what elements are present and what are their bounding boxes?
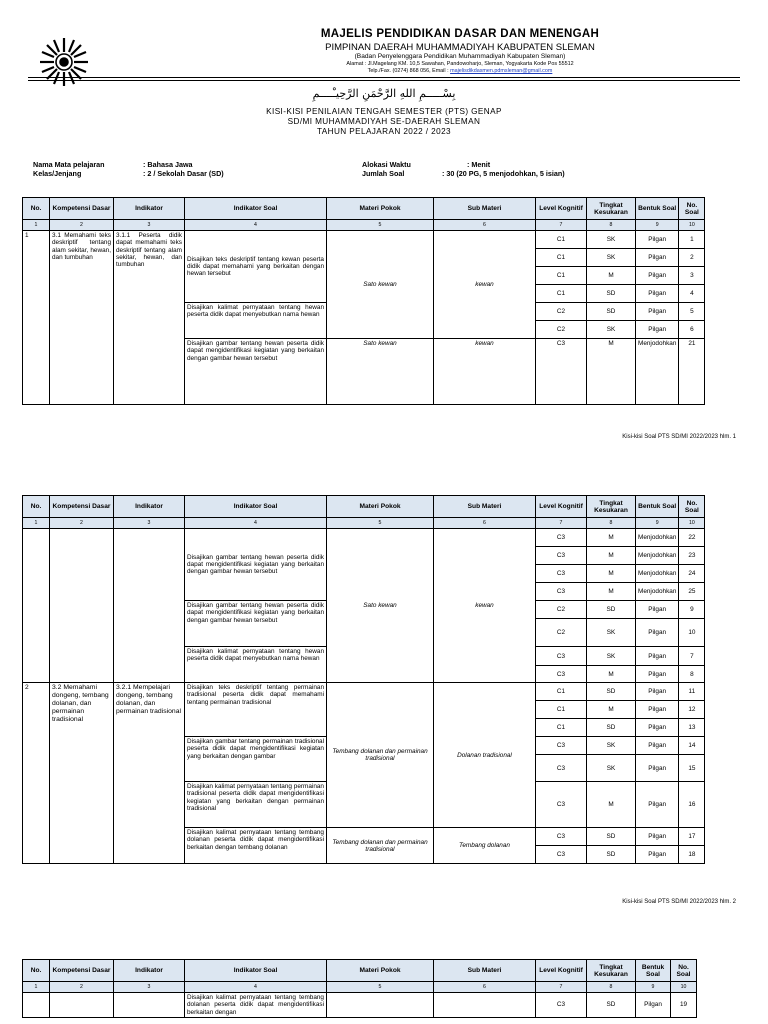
col-kd: Kompetensi Dasar [50,960,114,982]
colnum: 2 [50,518,114,529]
colnum: 9 [636,220,679,231]
col-bentuk: Bentuk Soal [636,496,679,518]
cell-tingkat: SK [587,619,636,647]
cell-level: C1 [536,231,587,249]
colnum: 9 [636,982,671,993]
meta-labels-right [362,160,411,178]
cell-tingkat: SD [587,601,636,619]
cell-bentuk: Pilgan [636,321,679,339]
cell-bentuk: Pilgan [636,303,679,321]
col-materi: Materi Pokok [327,960,434,982]
cell-indikator-soal: Disajikan gambar tentang hewan peserta didik dapat mengidentifikasi kegiatan yang berkaitan dengan gambar hewan tersebut [185,339,327,405]
cell-indikator-soal: Disajikan teks deskriptif tentang permainan tradisional peserta didik dapat memahami tentang permainan tradisional [185,683,327,737]
cell-bentuk: Pilgan [636,701,679,719]
cell-tingkat: SD [587,303,636,321]
cell-sub: Dolanan tradisional [434,683,536,828]
kelas-label: Kelas/Jenjang [33,169,82,178]
header-rule-thick [28,77,740,78]
colnum: 4 [185,982,327,993]
org-address: Alamat : Jl.Magelang KM. 10,5 Sawahan, Pandowoharjo, Sleman, Yogyakarta Kode Pos 55512 [346,61,574,67]
cell-level: C3 [536,583,587,601]
cell-no: 2 [23,683,50,864]
cell-level: C3 [536,529,587,547]
cell-nosoal: 2 [679,249,705,267]
cell-level: C2 [536,303,587,321]
cell-nosoal: 4 [679,285,705,303]
colnum: 2 [50,982,114,993]
mapel-label: Nama Mata pelajaran [33,160,105,169]
colnum: 8 [587,518,636,529]
colnum: 1 [23,220,50,231]
cell-nosoal: 6 [679,321,705,339]
cell-level: C1 [536,719,587,737]
cell-bentuk: Pilgan [636,285,679,303]
cell-sub: Tembang dolanan [434,828,536,864]
cell-level: C1 [536,701,587,719]
col-nosoal: No. Soal [671,960,697,982]
table-row [23,231,705,249]
cell-indikator [114,529,185,683]
cell-bentuk: Pilgan [636,666,679,683]
cell-tingkat: SK [587,737,636,755]
cell-nosoal: 14 [679,737,705,755]
cell-indikator-soal: Disajikan gambar tentang permainan tradisional peserta didik dapat mengidentifikasi kegiatan yang berkaitan dengan gambar [185,737,327,782]
cell-indikator-soal: Disajikan kalimat pernyataan tentang tembang dolanan peserta didik dapat mengidentifikasi berkaitan dengan [185,993,327,1018]
colnum: 4 [185,518,327,529]
cell-level: C3 [536,647,587,666]
cell-bentuk: Pilgan [636,737,679,755]
cell-nosoal: 23 [679,547,705,565]
cell-level: C3 [536,737,587,755]
colnum: 6 [434,982,536,993]
page-footer: Kisi-kisi Soal PTS SD/MI 2022/2023 hlm. 1 [622,434,736,440]
cell-level: C1 [536,267,587,285]
colnum: 5 [327,220,434,231]
kisi-table-page-1 [22,197,705,405]
cell-tingkat: M [587,701,636,719]
cell-level: C3 [536,846,587,864]
cell-tingkat: M [587,782,636,828]
colnum: 1 [23,982,50,993]
cell-sub: kewan [434,231,536,339]
cell-nosoal: 15 [679,755,705,782]
cell-nosoal: 16 [679,782,705,828]
column-number-row [23,982,697,993]
doc-year: TAHUN PELAJARAN 2022 / 2023 [317,127,451,136]
cell-no [23,529,50,683]
cell-bentuk: Menjodohkan [636,339,679,405]
colnum: 8 [587,220,636,231]
org-subname: PIMPINAN DAERAH MUHAMMADIYAH KABUPATEN SLEMAN [325,42,595,53]
cell-tingkat: SK [587,231,636,249]
cell-bentuk: Pilgan [636,719,679,737]
org-contact [200,68,720,74]
cell-nosoal: 24 [679,565,705,583]
cell-tingkat: SD [587,683,636,701]
cell-materi: Sato kewan [327,339,434,405]
cell-tingkat: M [587,529,636,547]
cell-level: C1 [536,285,587,303]
cell-bentuk: Pilgan [636,683,679,701]
cell-tingkat: SD [587,285,636,303]
cell-indikator-soal: Disajikan kalimat pernyataan tentang hewan peserta didik dapat menyebutkan nama hewan [185,647,327,683]
cell-indikator-soal: Disajikan gambar tentang hewan peserta didik dapat mengidentifikasi kegiatan yang berkaitan dengan gambar hewan tersebut [185,601,327,647]
cell-level: C3 [536,547,587,565]
col-kd: Kompetensi Dasar [50,496,114,518]
col-materi: Materi Pokok [327,496,434,518]
cell-nosoal: 10 [679,619,705,647]
cell-indikator-soal: Disajikan gambar tentang hewan peserta didik dapat mengidentifikasi kegiatan yang berkaitan dengan gambar hewan tersebut [185,529,327,601]
col-indikator-soal: Indikator Soal [185,960,327,982]
cell-bentuk: Pilgan [636,647,679,666]
cell-nosoal: 12 [679,701,705,719]
col-kd: Kompetensi Dasar [50,198,114,220]
colnum: 5 [327,982,434,993]
cell-nosoal: 9 [679,601,705,619]
cell-nosoal: 18 [679,846,705,864]
col-nosoal: No. Soal [679,198,705,220]
cell-level: C3 [536,782,587,828]
col-indikator: Indikator [114,198,185,220]
col-indikator: Indikator [114,496,185,518]
cell-level: C3 [536,339,587,405]
col-no: No. [23,960,50,982]
col-level: Level Kognitif [536,198,587,220]
col-tingkat: Tingkat Kesukaran [587,198,636,220]
table-row [23,529,705,547]
col-sub: Sub Materi [434,496,536,518]
cell-indikator [114,993,185,1018]
cell-materi: Sato kewan [327,529,434,683]
cell-indikator-soal: Disajikan kalimat pernyataan tentang permainan tradisional peserta didik dapat mengidentifikasi kegiatan yang berkaitan dengan permainan tradisional [185,782,327,828]
kelas-value: : 2 / Sekolah Dasar (SD) [143,169,224,178]
col-tingkat: Tingkat Kesukaran [587,960,636,982]
col-bentuk: Bentuk Soal [636,960,671,982]
cell-level: C3 [536,828,587,846]
soal-value: : 30 (20 PG, 5 menjodohkan, 5 isian) [442,169,565,178]
cell-bentuk: Pilgan [636,231,679,249]
cell-level: C1 [536,249,587,267]
cell-tingkat: SD [587,993,636,1018]
colnum: 7 [536,518,587,529]
cell-nosoal: 8 [679,666,705,683]
letterhead [0,0,768,150]
table-row [23,683,705,701]
cell-level: C2 [536,601,587,619]
cell-tingkat: M [587,339,636,405]
col-nosoal: No. Soal [679,496,705,518]
cell-bentuk: Pilgan [636,249,679,267]
cell-bentuk: Pilgan [636,601,679,619]
colnum: 6 [434,220,536,231]
cell-indikator-soal: Disajikan teks deskriptif tentang kewan peserta didik dapat memahami yang berkaitan dengan hewan tersebut [185,231,327,303]
colnum: 10 [671,982,697,993]
cell-tingkat: M [587,267,636,285]
colnum: 4 [185,220,327,231]
cell-sub [434,993,536,1018]
column-number-row [23,518,705,529]
cell-nosoal: 13 [679,719,705,737]
colnum: 7 [536,982,587,993]
colnum: 2 [50,220,114,231]
doc-title: KISI-KISI PENILAIAN TENGAH SEMESTER (PTS) GENAP [266,107,502,116]
col-level: Level Kognitif [536,496,587,518]
cell-tingkat: SD [587,828,636,846]
cell-bentuk: Pilgan [636,619,679,647]
cell-materi: Sato kewan [327,231,434,339]
cell-bentuk: Pilgan [636,846,679,864]
colnum: 10 [679,220,705,231]
cell-indikator: 3.2.1 Mempelajari dongeng, tembang dolanan, dan permainan tradisional [114,683,185,864]
kisi-table-page-2 [22,495,705,864]
colnum: 5 [327,518,434,529]
cell-nosoal: 21 [679,339,705,405]
colnum: 3 [114,518,185,529]
colnum: 10 [679,518,705,529]
cell-kd [50,993,114,1018]
colnum: 1 [23,518,50,529]
cell-tingkat: M [587,565,636,583]
column-number-row [23,220,705,231]
cell-level: C3 [536,993,587,1018]
cell-bentuk: Menjodohkan [636,547,679,565]
col-level: Level Kognitif [536,960,587,982]
col-indikator: Indikator [114,960,185,982]
colnum: 6 [434,518,536,529]
cell-kd: 3.1 Memahami teks deskriptif tentang alam sekitar, hewan, dan tumbuhan [50,231,114,405]
col-materi: Materi Pokok [327,198,434,220]
col-sub: Sub Materi [434,198,536,220]
cell-tingkat: M [587,547,636,565]
cell-materi: Tembang dolanan dan permainan tradisional [327,828,434,864]
cell-materi [327,993,434,1018]
cell-nosoal: 1 [679,231,705,249]
cell-indikator-soal: Disajikan kalimat pernyataan tentang hewan peserta didik dapat menyebutkan nama hewan [185,303,327,339]
cell-bentuk: Menjodohkan [636,583,679,601]
cell-bentuk: Menjodohkan [636,529,679,547]
cell-bentuk: Pilgan [636,828,679,846]
cell-bentuk: Pilgan [636,993,671,1018]
cell-level: C3 [536,755,587,782]
cell-tingkat: M [587,583,636,601]
col-sub: Sub Materi [434,960,536,982]
header-rule-thin [28,80,740,81]
kisi-table-page-3 [22,959,697,1018]
page-footer: Kisi-kisi Soal PTS SD/MI 2022/2023 hlm. 2 [622,899,736,905]
cell-nosoal: 7 [679,647,705,666]
org-name: MAJELIS PENDIDIKAN DASAR DAN MENENGAH [320,28,600,40]
cell-level: C1 [536,683,587,701]
cell-tingkat: SK [587,249,636,267]
colnum: 8 [587,982,636,993]
cell-tingkat: SK [587,647,636,666]
cell-indikator: 3.1.1 Peserta didik dapat memahami teks deskriptif tentang alam sekitar, hewan, dan tumbuhan [114,231,185,405]
cell-bentuk: Pilgan [636,755,679,782]
col-no: No. [23,496,50,518]
cell-nosoal: 19 [671,993,697,1018]
colnum: 7 [536,220,587,231]
mapel-value: : Bahasa Jawa [143,160,193,169]
cell-bentuk: Menjodohkan [636,565,679,583]
waktu-value: : Menit [467,160,491,169]
meta-values-right [442,160,565,178]
cell-nosoal: 17 [679,828,705,846]
cell-nosoal: 22 [679,529,705,547]
cell-nosoal: 11 [679,683,705,701]
colnum: 9 [636,518,679,529]
meta-labels-left [33,160,105,178]
cell-indikator-soal: Disajikan kalimat pernyataan tentang tembang dolanan peserta didik dapat mengidentifikasi berkaitan dengan tembang dolanan [185,828,327,864]
cell-sub: kewan [434,339,536,405]
col-no: No. [23,198,50,220]
cell-level: C2 [536,321,587,339]
table-row [23,993,697,1018]
col-bentuk: Bentuk Soal [636,198,679,220]
cell-kd [50,529,114,683]
cell-level: C3 [536,666,587,683]
cell-nosoal: 3 [679,267,705,285]
col-indikator-soal: Indikator Soal [185,198,327,220]
table-header-row [23,960,697,982]
cell-tingkat: SD [587,846,636,864]
cell-bentuk: Pilgan [636,267,679,285]
cell-level: C2 [536,619,587,647]
org-body: (Badan Penyelenggara Pendidikan Muhammadiyah Kabupaten Sleman) [354,53,566,60]
colnum: 3 [114,220,185,231]
cell-level: C3 [536,565,587,583]
basmalah: بِسْـــــمِ اللهِ الرَّحْمَنِ الرَّحِيـْــــمِ [312,87,456,100]
cell-tingkat: SK [587,321,636,339]
colnum: 3 [114,982,185,993]
org-phone: Telp./Fax. (0274) 868 056, Email : [367,68,449,74]
doc-subtitle: SD/MI MUHAMMADIYAH SE-DAERAH SLEMAN [287,117,481,126]
cell-no: 1 [23,231,50,405]
table-header-row [23,496,705,518]
cell-nosoal: 5 [679,303,705,321]
soal-label: Jumlah Soal [362,169,405,178]
cell-sub: kewan [434,529,536,683]
cell-tingkat: SD [587,719,636,737]
waktu-label: Alokasi Waktu [362,160,411,169]
org-email-link[interactable]: majelisdikdasmen.pdmsleman@gmail.com [450,68,553,74]
cell-tingkat: SK [587,755,636,782]
cell-bentuk: Pilgan [636,782,679,828]
cell-no [23,993,50,1018]
cell-kd: 3.2 Memahami dongeng, tembang dolanan, dan permainan tradisional [50,683,114,864]
meta-values-left [143,160,224,178]
table-header-row [23,198,705,220]
col-tingkat: Tingkat Kesukaran [587,496,636,518]
cell-materi: Tembang dolanan dan permainan tradisional [327,683,434,828]
cell-nosoal: 25 [679,583,705,601]
col-indikator-soal: Indikator Soal [185,496,327,518]
cell-tingkat: M [587,666,636,683]
